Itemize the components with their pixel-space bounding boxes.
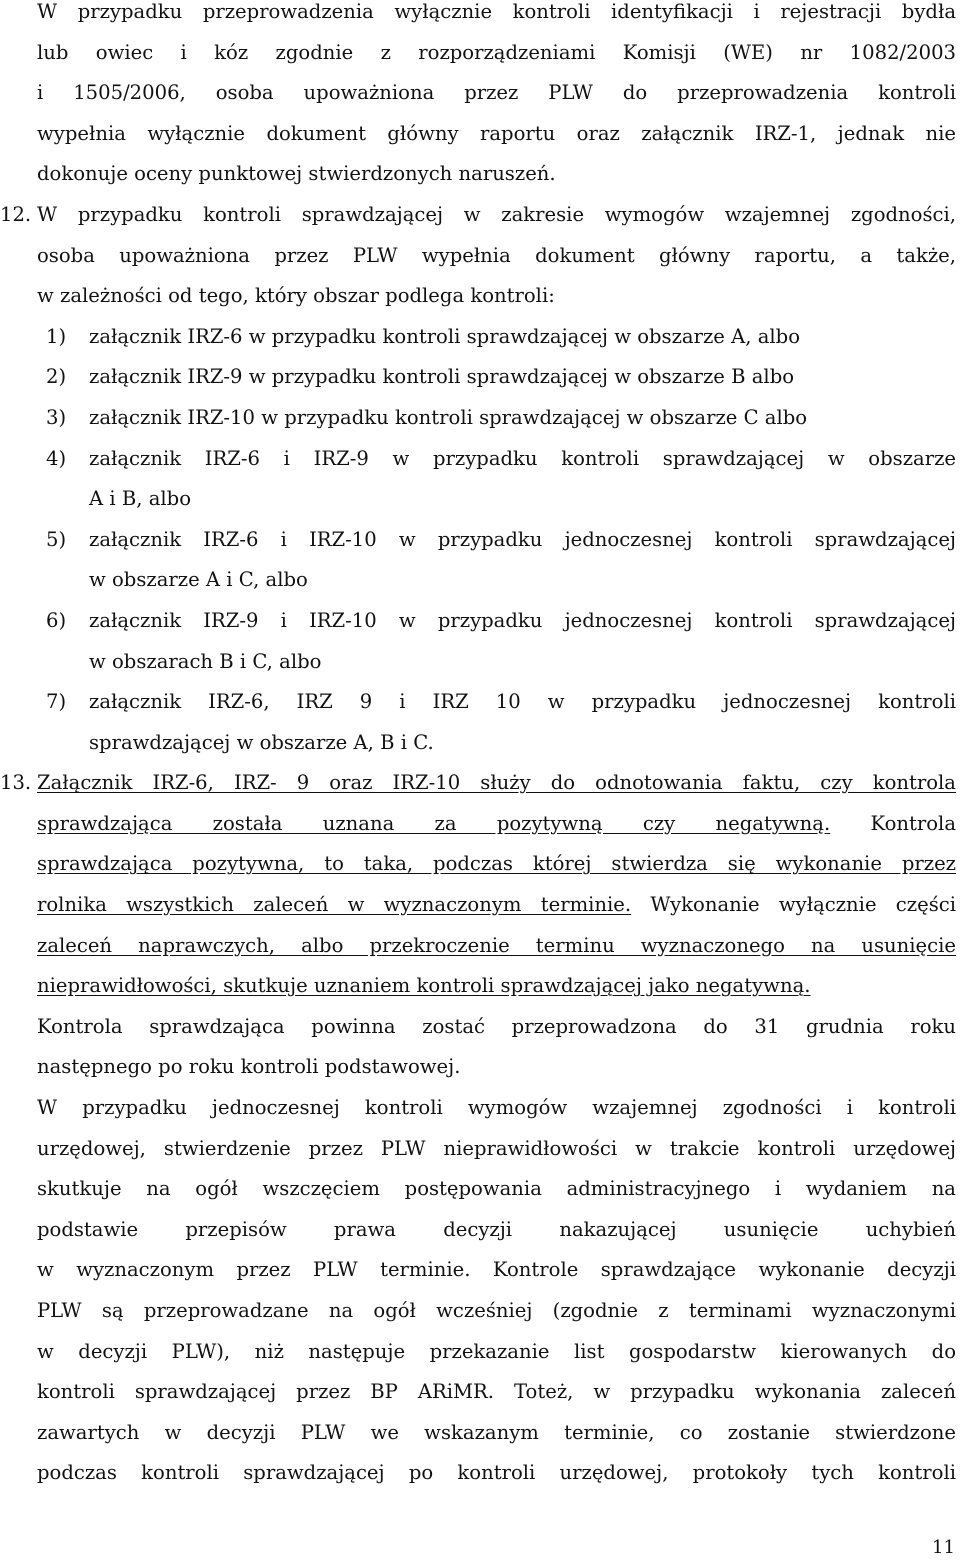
closing-line: podstawie przepisów prawa decyzji nakazującej usunięcie uchybień [37,1217,956,1241]
subitem-number: 3) [46,405,67,429]
item-12-line: osoba upoważniona przez PLW wypełnia dokument główny raportu, a także, [37,243,956,267]
subitem [37,520,956,601]
item-13-line [37,926,956,967]
subitem-number: 1) [46,324,67,348]
subitem-number: 4) [46,446,67,470]
intro-line: i 1505/2006, osoba upoważniona przez PLW do przeprowadzenia kontroli [37,81,956,105]
item-12 [0,195,956,763]
subitem [37,398,956,439]
subitem-text: sprawdzającej w obszarze A, B i C. [89,730,434,754]
item-13 [0,763,956,1088]
item-13-line [37,885,956,926]
item-13-text: Kontrola [830,811,956,835]
subitem-number: 6) [46,608,67,632]
closing-line: kontroli sprawdzającej przez BP ARiMR. Toteż, w przypadku wykonania zaleceń [37,1380,956,1404]
subitem-text: w obszarach B i C, albo [89,649,322,673]
closing-line: W przypadku jednoczesnej kontroli wymogów wzajemnej zgodności i kontroli [37,1096,956,1120]
subitem [37,682,956,763]
subitem [37,317,956,358]
subitem-number: 7) [46,690,67,714]
underlined-text: sprawdzająca pozytywna, to taka, podczas której stwierdza się wykonanie przez [37,852,956,876]
closing-line: w decyzji PLW), niż następuje przekazanie list gospodarstw kierowanych do [37,1339,956,1363]
subitem-number: 5) [46,527,67,551]
closing-line: urzędowej, stwierdzenie przez PLW nieprawidłowości w trakcie kontroli urzędowej [37,1136,956,1160]
closing-line: zawartych w decyzji PLW we wskazanym terminie, co zostanie stwierdzone [37,1420,956,1444]
subitem-number: 2) [46,365,67,389]
closing-line: PLW są przeprowadzane na ogół wcześniej (zgodnie z terminami wyznaczonymi [37,1299,956,1322]
subitem-text: załącznik IRZ-9 i IRZ-10 w przypadku jednoczesnej kontroli sprawdzającej [89,608,956,632]
item-12-line: W przypadku kontroli sprawdzającej w zakresie wymogów wzajemnej zgodności, [37,202,956,226]
subitem-text: załącznik IRZ-6, IRZ 9 i IRZ 10 w przypadku jednoczesnej kontroli [89,690,956,714]
closing-line: podczas kontroli sprawdzającej po kontroli urzędowej, protokoły tych kontroli [37,1461,956,1485]
subitem [37,439,956,520]
intro-line: dokonuje oceny punktowej stwierdzonych naruszeń. [37,162,556,186]
underlined-text: sprawdzająca została uznana za pozytywną czy negatywną. [37,811,831,835]
intro-line: lub owiec i kóz zgodnie z rozporządzeniami Komisji (WE) nr 1082/2003 [37,40,956,64]
subitem [37,601,956,682]
item-13-text: Wykonanie wyłącznie części [631,893,956,917]
item-13-line: następnego po roku kontroli podstawowej. [37,1055,461,1079]
subitem-list [37,317,956,764]
intro-paragraph [37,0,956,195]
underlined-text: zaleceń naprawczych, albo przekroczenie terminu wyznaczonego na usunięcie [37,933,956,957]
item-number: 13. [0,771,32,795]
closing-paragraph [37,1088,956,1494]
intro-line: wypełnia wyłącznie dokument główny raportu oraz załącznik IRZ-1, jednak nie [37,121,956,145]
item-12-line: w zależności od tego, który obszar podlega kontroli: [37,284,555,308]
underlined-text: Załącznik IRZ-6, IRZ- 9 oraz IRZ-10 służy do odnotowania faktu, czy kontrola [37,771,956,795]
item-13-line: Kontrola sprawdzająca powinna zostać przeprowadzona do 31 grudnia roku [37,1014,956,1038]
subitem-text: załącznik IRZ-6 w przypadku kontroli sprawdzającej w obszarze A, albo [89,324,801,348]
subitem-text: A i B, albo [89,487,192,511]
page-number: 11 [932,1537,955,1558]
subitem-text: załącznik IRZ-6 i IRZ-10 w przypadku jednoczesnej kontroli sprawdzającej [89,527,956,551]
underlined-text: nieprawidłowości, skutkuje uznaniem kontroli sprawdzającej jako negatywną. [37,974,811,998]
intro-line: W przypadku przeprowadzenia wyłącznie kontroli identyfikacji i rejestracji bydła [37,0,956,23]
closing-line: w wyznaczonym przez PLW terminie. Kontrole sprawdzające wykonanie decyzji [37,1258,956,1282]
subitem-text: załącznik IRZ-6 i IRZ-9 w przypadku kontroli sprawdzającej w obszarze [89,446,956,470]
underlined-text: rolnika wszystkich zaleceń w wyznaczonym terminie. [37,893,632,917]
subitem-text: załącznik IRZ-9 w przypadku kontroli sprawdzającej w obszarze B albo [89,365,795,389]
subitem [37,357,956,398]
item-13-line [37,804,956,845]
closing-line: skutkuje na ogół wszczęciem postępowania administracyjnego i wydaniem na [37,1177,956,1201]
subitem-text: załącznik IRZ-10 w przypadku kontroli sprawdzającej w obszarze C albo [89,405,808,429]
item-13-line [37,844,956,885]
item-13-line [37,763,956,804]
subitem-text: w obszarze A i C, albo [89,568,308,592]
item-13-line [37,966,956,1007]
item-number: 12. [0,202,32,226]
